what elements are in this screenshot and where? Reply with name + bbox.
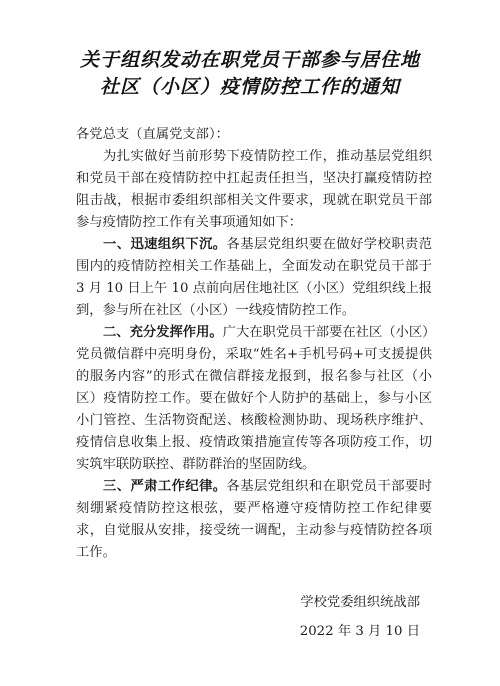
section-2-heading: 二、充分发挥作用。 (103, 325, 223, 340)
section-line: 围内的疫情防控相关工作基础上，全面发动在职党员干部于 (76, 259, 432, 274)
section-line: 3 月 10 日上午 10 点前向居住地社区（小区）党组织线上报 (76, 281, 432, 296)
section-3-first-line (76, 476, 432, 498)
signature-date: 2022 年 3 月 10 日 (299, 624, 420, 639)
intro-line: 阻击战，根据市委组织部相关文件要求，现就在职党员干部 (76, 193, 432, 208)
section-line: 刻绷紧疫情防控这根弦，要严格遵守疫情防控工作纪律要 (76, 501, 432, 516)
section-line: 的服务内容”的形式在微信群接龙报到，报名参与社区（小 (76, 369, 432, 384)
signature-org: 学校党委组织统战部 (300, 595, 420, 610)
section-2-first-line (76, 322, 436, 344)
section-1-text: 各基层党组织要在做好学校职责范 (226, 237, 433, 252)
section-line: 区）疫情防控工作。要在做好个人防护的基础上，参与小区 (76, 391, 432, 406)
title-line-2: 社区（小区）疫情防控工作的通知 (99, 76, 400, 98)
salutation: 各党总支（直属党支部）： (76, 127, 229, 142)
section-3-heading: 三、严肃工作纪律。 (103, 479, 227, 494)
intro-line: 参与疫情防控工作有关事项通知如下： (76, 215, 303, 230)
section-2-text: 广大在职党员干部要在社区（小区） (222, 325, 436, 340)
intro-line: 和党员干部在疫情防控中扛起责任担当，坚决打赢疫情防控 (76, 171, 432, 186)
section-line: 工作。 (76, 545, 116, 560)
section-line: 党员微信群中亮明身份，采取“姓名+手机号码+可支援提供 (76, 347, 432, 362)
section-line: 实筑牢联防联控、群防群治的坚固防线。 (76, 457, 316, 472)
title-line-1: 关于组织发动在职党员干部参与居住地 (79, 49, 420, 71)
notice-body (76, 124, 436, 564)
section-3-text: 各基层党组织和在职党员干部要时 (226, 479, 433, 494)
section-line: 小门管控、生活物资配送、核酸检测协助、现场秩序维护、 (76, 413, 432, 428)
section-1-heading: 一、迅速组织下沉。 (103, 237, 227, 252)
intro-line: 为扎实做好当前形势下疫情防控工作，推动基层党组织 (103, 149, 432, 164)
section-line: 求，自觉服从安排，接受统一调配，主动参与疫情防控各项 (76, 523, 432, 538)
section-line: 疫情信息收集上报、疫情政策措施宣传等各项防疫工作，切 (76, 435, 432, 450)
section-1-first-line (76, 234, 432, 256)
section-line: 到，参与所在社区（小区）一线疫情防控工作。 (76, 303, 356, 318)
